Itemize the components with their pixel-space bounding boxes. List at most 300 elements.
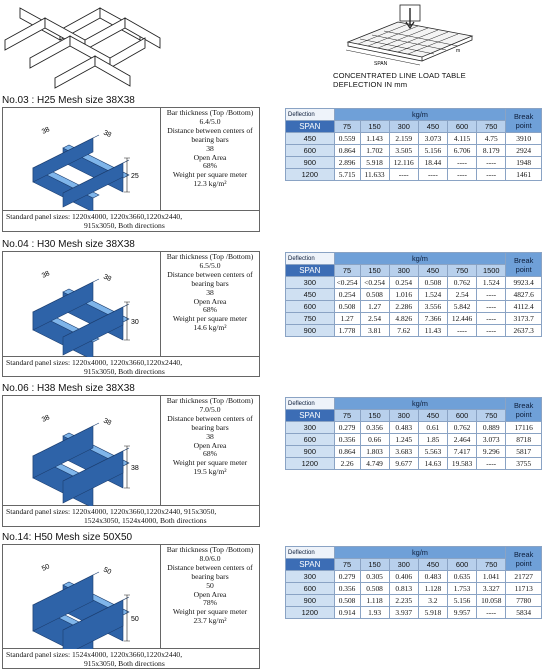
deflection-cell: 4.749 (360, 458, 389, 470)
break-point-cell: 3173.7 (506, 313, 542, 325)
span-label: SPAN (374, 61, 388, 67)
span-header: SPAN (286, 410, 335, 422)
spec-text (161, 397, 259, 477)
deflection-cell: 0.635 (447, 571, 476, 583)
load-header-cell: 750 (477, 410, 506, 422)
dimension-a-label: 38 (40, 126, 51, 136)
load-header-cell: 150 (360, 410, 389, 422)
dimension-b-label: 38 (102, 129, 113, 140)
load-header-cell: 300 (389, 410, 418, 422)
deflection-cell: 0.279 (334, 571, 360, 583)
deflection-cell: 0.889 (477, 422, 506, 434)
deflection-cell: 0.508 (418, 277, 447, 289)
height-dimension-label: 30 (131, 319, 139, 326)
deflection-cell: 0.813 (389, 583, 418, 595)
deflection-table (285, 252, 542, 337)
deflection-cell: ---- (477, 313, 506, 325)
deflection-cell: 4.75 (477, 133, 506, 145)
weight-label: Weight per square meter (172, 607, 248, 617)
panel-sizes-line1: Standard panel sizes: 1220x4000, 1220x3660,1220x2440, (6, 358, 183, 367)
panel-sizes-line1: Standard panel sizes: 1524x4000, 1220x3660,1220x2440, (6, 650, 183, 659)
load-header-cell: 75 (334, 265, 360, 277)
panel-sizes-line2: 915x3050, Both directions (84, 659, 165, 668)
table-load-row (286, 265, 542, 277)
weight-value: 19.5 kg/m² (193, 467, 227, 477)
deflection-cell: 0.356 (360, 422, 389, 434)
load-header-cell: 300 (389, 121, 418, 133)
deflection-cell: ---- (477, 458, 506, 470)
deflection-cell: 1.016 (389, 289, 418, 301)
deflection-cell: 1.128 (418, 583, 447, 595)
grating-drawing (3, 252, 160, 358)
panel-sizes-line1: Standard panel sizes: 1220x4000, 1220x3660,1220x2440, (6, 212, 183, 221)
bar-thickness-value: 6.5/5.0 (199, 260, 221, 270)
height-dimension-line (124, 595, 130, 641)
table-row (286, 446, 542, 458)
break-point-cell: 2637.3 (506, 325, 542, 337)
break-point-header (506, 253, 542, 277)
deflection-cell: 0.762 (447, 422, 476, 434)
span-load-illustration (340, 2, 480, 70)
deflection-cell: 8.179 (477, 145, 506, 157)
break-point-cell: 11713 (506, 583, 542, 595)
spec-card (2, 107, 260, 211)
deflection-cell: 1.524 (418, 289, 447, 301)
bar-thickness-label: Bar thickness (Top /Bottom) (166, 108, 254, 117)
deflection-cell: 1.041 (477, 571, 506, 583)
span-cell: 1200 (286, 169, 335, 181)
distance-value: 38 (206, 143, 214, 153)
bar-thickness-value: 8.0/6.0 (199, 553, 221, 563)
break-point-header (506, 109, 542, 133)
break-point-cell: 17116 (506, 422, 542, 434)
grating-diagram (3, 108, 161, 210)
deflection-cell: ---- (418, 169, 447, 181)
grating-drawing (3, 545, 160, 650)
deflection-cell: 7.417 (447, 446, 476, 458)
load-table-subtitle: DEFLECTION IN mm (333, 80, 408, 89)
break-label: Break (514, 549, 534, 559)
open-area-value: 68% (203, 161, 217, 171)
open-area-value: 78% (203, 598, 217, 608)
table-header-row (286, 109, 542, 121)
distance-value: 50 (206, 580, 214, 590)
point-label: point (515, 558, 532, 568)
deflection-cell: 0.508 (334, 595, 360, 607)
grating-diagram (3, 252, 161, 356)
dimension-b-label: 38 (102, 273, 113, 284)
weight-label: Weight per square meter (172, 458, 248, 468)
table-header-row (286, 398, 542, 410)
table-row (286, 422, 542, 434)
span-header: SPAN (286, 265, 335, 277)
table-row (286, 583, 542, 595)
span-cell: 600 (286, 434, 335, 446)
deflection-cell: 2.159 (389, 133, 418, 145)
deflection-cell: 5.918 (360, 157, 389, 169)
standard-panel-sizes (2, 649, 260, 669)
deflection-cell: 3.327 (477, 583, 506, 595)
span-cell: 1200 (286, 458, 335, 470)
table-header-row (286, 253, 542, 265)
deflection-cell: 14.63 (418, 458, 447, 470)
deflection-cell: <0.254 (360, 277, 389, 289)
panel-sizes-line2: 915x3050, Both directions (84, 221, 165, 230)
deflection-cell: ---- (477, 607, 506, 619)
distance-label: Distance between centers of (167, 269, 253, 279)
deflection-cell: 12.446 (447, 313, 476, 325)
deflection-cell: 7.62 (389, 325, 418, 337)
spec-text (161, 546, 259, 626)
deflection-cell: 1.27 (334, 313, 360, 325)
deflection-cell: 0.305 (360, 571, 389, 583)
deflection-cell: 0.356 (334, 583, 360, 595)
distance-label-cont: bearing bars (191, 278, 229, 288)
break-point-cell: 4112.4 (506, 301, 542, 313)
deflection-header: Deflection (286, 109, 335, 121)
deflection-cell: 2.464 (447, 434, 476, 446)
load-header-cell: 750 (447, 265, 476, 277)
kgm-header: kg/m (334, 547, 506, 559)
table-row (286, 571, 542, 583)
deflection-cell: 1.778 (334, 325, 360, 337)
deflection-cell: 0.254 (389, 277, 418, 289)
deflection-cell: 0.279 (334, 422, 360, 434)
load-header-cell: 150 (360, 559, 389, 571)
deflection-cell: 5.156 (418, 145, 447, 157)
deflection-cell: 3.937 (389, 607, 418, 619)
open-area-label: Open Area (193, 440, 227, 450)
load-header-cell: 450 (418, 121, 447, 133)
table-load-row (286, 121, 542, 133)
panel-sizes-line2: 1524x3050, 1524x4000, Both directions (84, 516, 207, 525)
standard-panel-sizes (2, 506, 260, 527)
height-dimension-label: 38 (131, 465, 139, 472)
bar-thickness-value: 7.0/5.0 (199, 404, 221, 414)
table-row (286, 157, 542, 169)
table-row (286, 133, 542, 145)
deflection-cell: 1.27 (360, 301, 389, 313)
break-point-header (506, 398, 542, 422)
deflection-cell: 0.61 (418, 422, 447, 434)
load-header-cell: 600 (447, 121, 476, 133)
distance-label: Distance between centers of (167, 562, 253, 572)
deflection-cell: 11.633 (360, 169, 389, 181)
span-cell: 600 (286, 301, 335, 313)
load-header-cell: 150 (360, 121, 389, 133)
break-point-cell: 8718 (506, 434, 542, 446)
deflection-cell: 5.715 (334, 169, 360, 181)
table-row (286, 607, 542, 619)
deflection-cell: 0.508 (360, 583, 389, 595)
load-header-cell: 75 (334, 410, 360, 422)
span-cell: 900 (286, 446, 335, 458)
deflection-cell: 6.706 (447, 145, 476, 157)
spec-text (161, 109, 259, 189)
dimension-b-label: 38 (102, 417, 113, 428)
section-title: No.04 : H30 Mesh size 38X38 (2, 239, 135, 250)
deflection-cell: 1.93 (360, 607, 389, 619)
deflection-cell: 1.245 (389, 434, 418, 446)
load-header-cell: 300 (389, 559, 418, 571)
weight-value: 23.7 kg/m² (193, 616, 227, 626)
break-point-header (506, 547, 542, 571)
deflection-cell: 0.406 (389, 571, 418, 583)
deflection-cell: 2.235 (389, 595, 418, 607)
load-table-title: CONCENTRATED LINE LOAD TABLE (333, 71, 466, 80)
spec-card (2, 544, 260, 649)
break-point-cell: 5817 (506, 446, 542, 458)
distance-label-cont: bearing bars (191, 571, 229, 581)
distance-label-cont: bearing bars (191, 422, 229, 432)
weight-label: Weight per square meter (172, 170, 248, 180)
spec-text (161, 253, 259, 333)
open-area-label: Open Area (193, 589, 227, 599)
span-cell: 300 (286, 277, 335, 289)
deflection-cell: 5.918 (418, 607, 447, 619)
deflection-cell: 0.483 (389, 422, 418, 434)
break-point-cell: 1948 (506, 157, 542, 169)
deflection-cell: 7.366 (418, 313, 447, 325)
deflection-cell: 0.864 (334, 145, 360, 157)
kgm-header: kg/m (334, 398, 506, 410)
weight-label: Weight per square meter (172, 314, 248, 324)
distance-label: Distance between centers of (167, 125, 253, 135)
break-point-cell: 3755 (506, 458, 542, 470)
load-header-cell: 600 (447, 559, 476, 571)
deflection-cell: 2.54 (360, 313, 389, 325)
break-point-cell: 21727 (506, 571, 542, 583)
break-label: Break (514, 111, 534, 121)
deflection-cell: 3.81 (360, 325, 389, 337)
table-row (286, 277, 542, 289)
point-label: point (515, 264, 532, 274)
weight-value: 12.3 kg/m² (193, 179, 227, 189)
span-cell: 300 (286, 571, 335, 583)
deflection-cell: 0.66 (360, 434, 389, 446)
section-title: No.14: H50 Mesh size 50X50 (2, 532, 133, 543)
load-header-cell: 75 (334, 559, 360, 571)
grating-sketch-illustration (0, 0, 175, 90)
deflection-header: Deflection (286, 547, 335, 559)
deflection-cell: 9.296 (477, 446, 506, 458)
height-dimension-label: 50 (131, 616, 139, 623)
height-dimension-line (124, 446, 130, 488)
panel-sizes-line2: 915x3050, Both directions (84, 367, 165, 376)
standard-panel-sizes (2, 357, 260, 377)
bar-thickness-value: 6.4/5.0 (199, 116, 221, 126)
break-point-cell: 4827.6 (506, 289, 542, 301)
span-header: SPAN (286, 121, 335, 133)
bar-thickness-label: Bar thickness (Top /Bottom) (166, 545, 254, 554)
load-table-heading (333, 71, 466, 89)
break-point-cell: 7780 (506, 595, 542, 607)
deflection-cell: 5.156 (447, 595, 476, 607)
table-row (286, 301, 542, 313)
distance-value: 38 (206, 287, 214, 297)
grating-drawing (3, 396, 160, 507)
deflection-cell: 1.118 (360, 595, 389, 607)
table-row (286, 434, 542, 446)
deflection-cell: 5.842 (447, 301, 476, 313)
deflection-cell: ---- (447, 169, 476, 181)
load-header-cell: 75 (334, 121, 360, 133)
m-label: m (456, 48, 461, 54)
span-cell: 750 (286, 313, 335, 325)
deflection-cell: ---- (477, 169, 506, 181)
span-header: SPAN (286, 559, 335, 571)
deflection-cell: 19.583 (447, 458, 476, 470)
deflection-cell: 0.356 (334, 434, 360, 446)
height-dimension-label: 25 (131, 173, 139, 180)
deflection-cell: 0.254 (334, 289, 360, 301)
distance-label-cont: bearing bars (191, 134, 229, 144)
deflection-cell: 1.143 (360, 133, 389, 145)
deflection-header: Deflection (286, 398, 335, 410)
deflection-cell: 1.702 (360, 145, 389, 157)
deflection-cell: 3.505 (389, 145, 418, 157)
table-load-row (286, 410, 542, 422)
span-cell: 450 (286, 133, 335, 145)
deflection-cell: ---- (477, 325, 506, 337)
table-header-row (286, 547, 542, 559)
break-point-cell: 1461 (506, 169, 542, 181)
span-cell: 1200 (286, 607, 335, 619)
weight-value: 14.6 kg/m² (193, 323, 227, 333)
load-header-cell: 750 (477, 121, 506, 133)
section-title: No.03 : H25 Mesh size 38X38 (2, 95, 135, 106)
dimension-a-label: 38 (40, 270, 51, 280)
load-header-cell: 150 (360, 265, 389, 277)
load-header-cell: 450 (418, 559, 447, 571)
deflection-cell: ---- (447, 325, 476, 337)
bar-thickness-label: Bar thickness (Top /Bottom) (166, 252, 254, 261)
load-header-cell: 450 (418, 410, 447, 422)
distance-label: Distance between centers of (167, 413, 253, 423)
table-load-row (286, 559, 542, 571)
load-header-cell: 1500 (477, 265, 506, 277)
deflection-cell: ---- (477, 301, 506, 313)
span-cell: 600 (286, 583, 335, 595)
grating-drawing (3, 108, 160, 212)
deflection-cell: 0.914 (334, 607, 360, 619)
break-point-cell: 2924 (506, 145, 542, 157)
deflection-cell: 2.26 (334, 458, 360, 470)
grating-diagram (3, 396, 161, 505)
span-cell: 900 (286, 325, 335, 337)
deflection-cell: ---- (389, 169, 418, 181)
standard-panel-sizes (2, 211, 260, 232)
grating-diagram (3, 545, 161, 648)
bar-thickness-label: Bar thickness (Top /Bottom) (166, 396, 254, 405)
open-area-value: 68% (203, 305, 217, 315)
break-label: Break (514, 400, 534, 410)
deflection-cell: 1.85 (418, 434, 447, 446)
kgm-header: kg/m (334, 253, 506, 265)
table-row (286, 145, 542, 157)
deflection-cell: 3.073 (418, 133, 447, 145)
load-header-cell: 600 (447, 410, 476, 422)
deflection-cell: 11.43 (418, 325, 447, 337)
deflection-cell: 0.864 (334, 446, 360, 458)
deflection-cell: 0.762 (447, 277, 476, 289)
deflection-cell: ---- (447, 157, 476, 169)
deflection-cell: 5.563 (418, 446, 447, 458)
deflection-table (285, 546, 542, 619)
deflection-cell: ---- (477, 157, 506, 169)
span-cell: 450 (286, 289, 335, 301)
break-label: Break (514, 255, 534, 265)
span-cell: 900 (286, 157, 335, 169)
load-header-cell: 750 (477, 559, 506, 571)
deflection-cell: 1.753 (447, 583, 476, 595)
deflection-table (285, 108, 542, 181)
deflection-header: Deflection (286, 253, 335, 265)
dimension-b-label: 50 (102, 566, 113, 577)
section-title: No.06 : H38 Mesh size 38X38 (2, 383, 135, 394)
deflection-cell: 0.559 (334, 133, 360, 145)
deflection-cell: 3.556 (418, 301, 447, 313)
table-row (286, 458, 542, 470)
dimension-a-label: 50 (40, 563, 51, 573)
open-area-value: 68% (203, 449, 217, 459)
deflection-cell: 9.957 (447, 607, 476, 619)
deflection-cell: 2.286 (389, 301, 418, 313)
table-row (286, 595, 542, 607)
deflection-cell: 0.508 (334, 301, 360, 313)
deflection-cell: 3.2 (418, 595, 447, 607)
table-row (286, 169, 542, 181)
deflection-cell: 1.803 (360, 446, 389, 458)
deflection-cell: 3.683 (389, 446, 418, 458)
deflection-cell: ---- (477, 289, 506, 301)
table-row (286, 313, 542, 325)
break-point-cell: 3910 (506, 133, 542, 145)
open-area-label: Open Area (193, 152, 227, 162)
deflection-cell: 4.115 (447, 133, 476, 145)
deflection-cell: <0.254 (334, 277, 360, 289)
deflection-cell: 4.826 (389, 313, 418, 325)
deflection-cell: 2.896 (334, 157, 360, 169)
deflection-cell: 9.677 (389, 458, 418, 470)
point-label: point (515, 120, 532, 130)
spec-card (2, 251, 260, 357)
break-point-cell: 5834 (506, 607, 542, 619)
deflection-cell: 1.524 (477, 277, 506, 289)
span-cell: 900 (286, 595, 335, 607)
deflection-cell: 12.116 (389, 157, 418, 169)
deflection-cell: 18.44 (418, 157, 447, 169)
open-area-label: Open Area (193, 296, 227, 306)
load-header-cell: 300 (389, 265, 418, 277)
deflection-cell: 0.483 (418, 571, 447, 583)
dimension-a-label: 38 (40, 414, 51, 424)
deflection-cell: 3.073 (477, 434, 506, 446)
distance-value: 38 (206, 431, 214, 441)
table-row (286, 289, 542, 301)
panel-sizes-line1: Standard panel sizes: 1220x4000, 1220x3660,1220x2440, 915x3050, (6, 507, 217, 516)
span-cell: 300 (286, 422, 335, 434)
deflection-cell: 10.058 (477, 595, 506, 607)
deflection-cell: 0.508 (360, 289, 389, 301)
table-row (286, 325, 542, 337)
load-header-cell: 450 (418, 265, 447, 277)
point-label: point (515, 409, 532, 419)
kgm-header: kg/m (334, 109, 506, 121)
span-cell: 600 (286, 145, 335, 157)
deflection-table (285, 397, 542, 470)
spec-card (2, 395, 260, 506)
